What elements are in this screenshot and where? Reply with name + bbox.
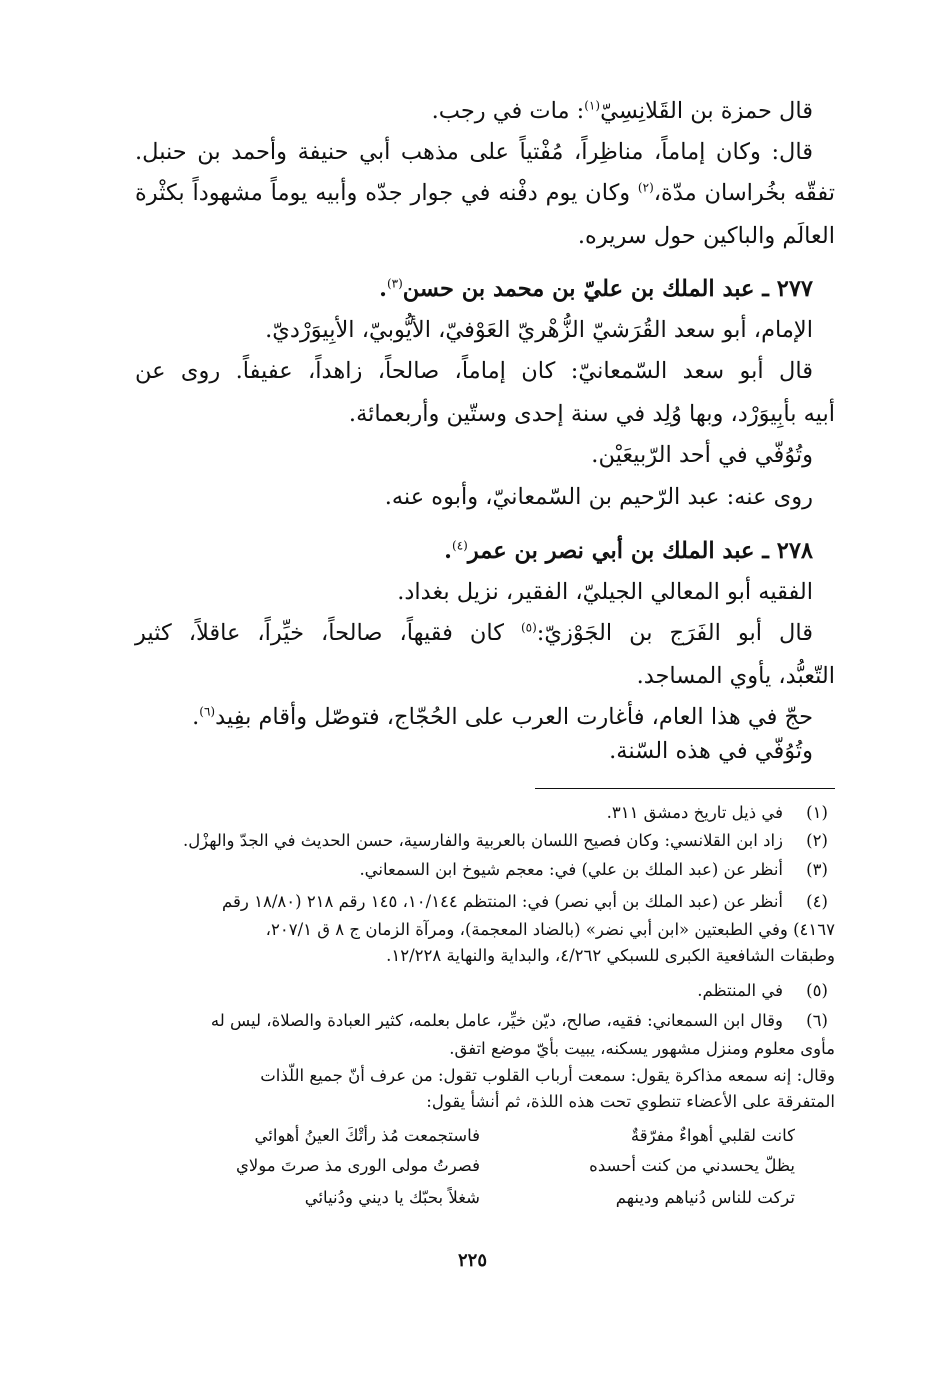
text-line: قال: وكان إماماً، مناظِراً، مُفْتياً على مذهب أبي حنيفة وأحمد بن حنبل. (135, 139, 813, 165)
footnote-ref: (١) (584, 98, 601, 113)
footnote-text: المتفرقة على الأعضاء تنطوي تحت هذه اللذة، ثم أنشأ يقول: (426, 1092, 835, 1111)
text-line: أبيه بأبِيوَرْد، وبها وُلِد في سنة إحدى وستّين وأربعمائة. (348, 401, 835, 427)
footnote-text: وطبقات الشافعية الكبرى للسبكي ٤/٢٦٢، والبداية والنهاية ١٢/٢٢٨. (386, 946, 835, 965)
text-line: قال حمزة بن القَلانِسِيّ$^{(١)}$: مات في رجب. (431, 98, 813, 124)
text-line: قال أبو الفَرَج بن الجَوْزيّ:$^{(٥)}$ كان فقيهاً، صالحاً، خيِّراً، عاقلاً، كثير (135, 620, 813, 646)
footnote-number: (١) (806, 803, 828, 822)
footnote-text: في ذيل تاريخ دمشق ٣١١. (606, 803, 783, 822)
footnote-text: وقال: إنه سمعه مذاكرة يقول: سمعت أرباب القلوب تقول: من عرف أنّ جميع اللّذات (260, 1066, 835, 1085)
footnote-text: أنظر عن (عبد الملك بن أبي نصر) في: المنتظم ١٠/١٤٤، ١٤٥ رقم ٢١٨ (١٨/٨٠ رقم (222, 892, 783, 911)
footnote-number: (٤) (806, 892, 828, 911)
footnote-separator (535, 788, 835, 789)
entry-heading-278: ٢٧٨ ـ عبد الملك بن أبي نصر بن عمر$^{(٤)}$. (444, 538, 813, 564)
verse-hemistich: فاستجمعت مُذ رأتْكَ العينُ أهوائي (254, 1126, 480, 1145)
footnote-text: وقال ابن السمعاني: فقيه، صالح، ديّن خيِّر، عامل بعلمه، كثير العبادة والصلاة، ليس له (210, 1011, 783, 1030)
footnote-ref: (٦) (199, 704, 216, 719)
text-line: روى عنه: عبد الرّحيم بن السّمعانيّ، وأبوه عنه. (384, 484, 813, 510)
footnote-text: أنظر عن (عبد الملك بن علي) في: معجم شيوخ ابن السمعاني. (359, 860, 783, 879)
text-line: قال أبو سعد السّمعانيّ: كان إماماً، صالحاً، زاهداً، عفيفاً. روى عن (135, 358, 813, 384)
verse-hemistich: كانت لقلبي أهواءٌ مفرّقةٌ (630, 1126, 795, 1145)
verse-hemistich: شغلاً بحبّك يا ديني ودُنيائي (304, 1188, 480, 1207)
text-line: العالَم والباكين حول سريره. (577, 223, 835, 249)
footnote-text: زاد ابن القلانسي: وكان فصيح اللسان بالعربية والفارسية، حسن الحديث في الجدّ والهزْل. (182, 831, 783, 850)
text-line: الفقيه أبو المعالي الجيليّ، الفقير، نزيل بغداد. (397, 579, 813, 605)
footnote-ref: (٥) (520, 620, 537, 635)
footnote-number: (٢) (806, 831, 828, 850)
verse-hemistich: يظلّ يحسدني من كنت أحسده (589, 1156, 795, 1175)
text-line: وتُوُفّي في أحد الرّبيعَيْن. (591, 442, 813, 468)
footnote-ref: (٤) (452, 538, 468, 553)
footnote-ref: (٢) (637, 180, 654, 195)
verse-hemistich: فصرتُ مولى الورى مذ صرتَ مولاي (235, 1156, 480, 1175)
entry-heading-277: ٢٧٧ ـ عبد الملك بن عليّ بن محمد بن حسن$^{(٣)}$. (379, 276, 813, 302)
page-number: ٢٢٥ (457, 1250, 487, 1271)
verse-hemistich: تركت للناس دُنياهم ودينهم (615, 1188, 795, 1207)
footnote-number: (٦) (806, 1011, 828, 1030)
text-line: وتُوُفّي في هذه السّنة. (609, 738, 813, 764)
text-line: تفقّه بخُراسان مدّة،$^{(٢)}$ وكان يوم دفْنه في جوار جدّه وأبيه يوماً مشهوداً بكثْرة (135, 180, 835, 206)
footnote-ref: (٣) (386, 276, 403, 291)
footnote-text: ٤١٦٧) وفي الطبعتين «ابن أبي نضر» (بالضاد المعجمة)، ومرآة الزمان ج ٨ ق ٢٠٧/١، (265, 920, 835, 939)
footnote-number: (٥) (806, 981, 828, 1000)
text-line: التّعبُّد، يأوي المساجد. (636, 663, 835, 689)
footnote-text: مأوى معلوم ومنزل مشهور يسكنه، يبيت بأيّ موضع اتفق. (449, 1039, 835, 1058)
footnote-number: (٣) (806, 860, 828, 879)
text-line: الإمام، أبو سعد القُرَشيّ الزُّهْريّ العَوْفيّ، الأيُّوبيّ، الأبِيوَرْديّ. (265, 317, 813, 343)
text-line: حجّ في هذا العام، فأغارت العرب على الحُجّاج، فتوصّل وأقام بفِيد$^{(٦)}$. (192, 704, 813, 730)
footnote-text: في المنتظم. (697, 981, 783, 1000)
